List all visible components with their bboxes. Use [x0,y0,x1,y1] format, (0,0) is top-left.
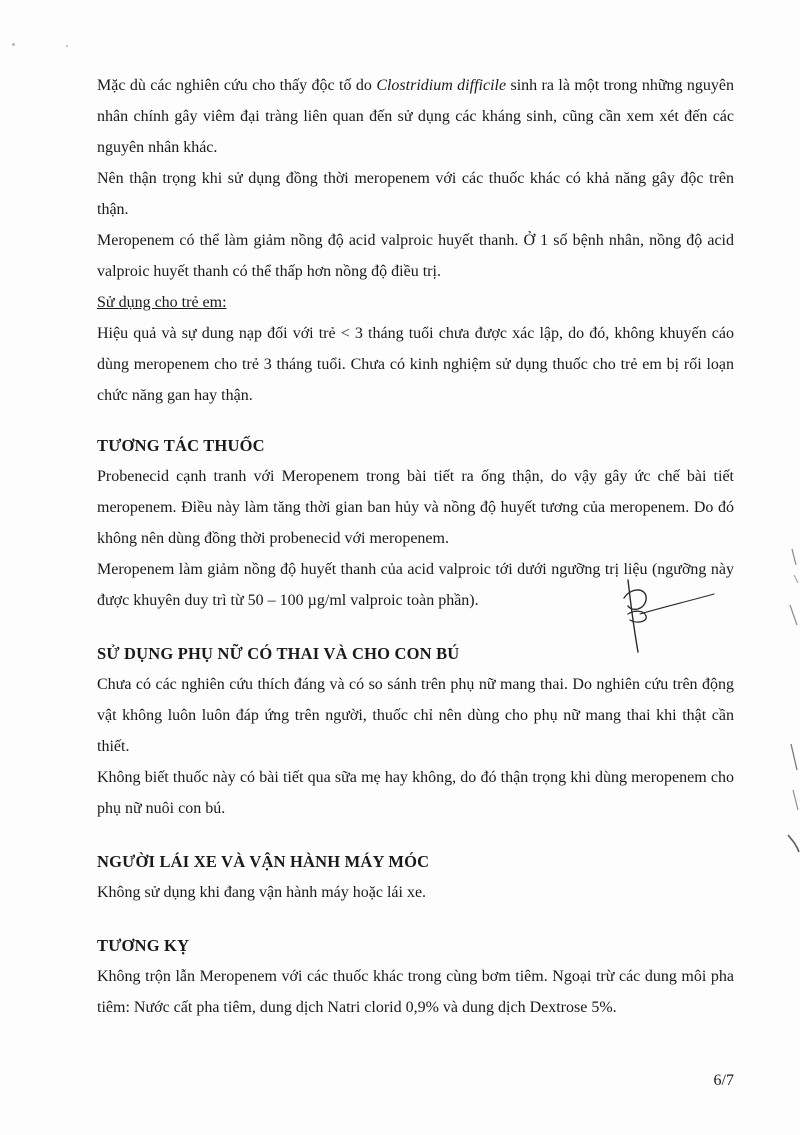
paragraph-incompatibilities: Không trộn lẫn Meropenem với các thuốc khác trong cùng bơm tiêm. Ngoại trừ các dung môi pha tiêm: Nước cất pha tiêm, dung dịch Natri clorid 0,9% và dung dịch Dextrose 5%. [97,968,734,1016]
paragraph-text: Mặc dù các nghiên cứu cho thấy độc tố do [97,77,377,94]
handwritten-signature [610,572,720,657]
paragraph-pregnancy: Chưa có các nghiên cứu thích đáng và có so sánh trên phụ nữ mang thai. Do nghiên cứu trên động vật không luôn luôn đáp ứng trên người, thuốc chỉ nên dùng cho phụ nữ mang thai khi thật cần thiết. [97,676,734,755]
paragraph-lactation: Không biết thuốc này có bài tiết qua sữa mẹ hay không, do đó thận trọng khi dùng meropenem cho phụ nữ nuôi con bú. [97,769,734,817]
scan-speck [66,45,68,47]
heading-driving-machinery: NGƯỜI LÁI XE VÀ VẬN HÀNH MÁY MÓC [97,852,430,871]
subheading-pediatric: Sử dụng cho trẻ em: [97,294,227,311]
heading-incompatibilities: TƯƠNG KỴ [97,936,190,955]
heading-pregnancy-lactation: SỬ DỤNG PHỤ NỮ CÓ THAI VÀ CHO CON BÚ [97,644,460,663]
paragraph-probenecid: Probenecid cạnh tranh với Meropenem trong bài tiết ra ống thận, do vậy gây ức chế bài tiết meropenem. Điều này làm tăng thời gian ban hủy và nồng độ huyết tương của meropenem. Do đó không nên dùng đồng thời probenecid với meropenem. [97,468,734,547]
paragraph-driving: Không sử dụng khi đang vận hành máy hoặc lái xe. [97,884,427,901]
paragraph-valproic: Meropenem có thể làm giảm nồng độ acid valproic huyết thanh. Ở 1 số bệnh nhân, nồng độ acid valproic huyết thanh có thể thấp hơn nồng độ điều trị. [97,232,734,280]
paragraph-renal-caution: Nên thận trọng khi sử dụng đồng thời meropenem với các thuốc khác có khả năng gây độc trên thận. [97,170,734,218]
page-number: 6/7 [713,1072,734,1089]
scan-speck [12,43,15,46]
paragraph-valproic-interaction: Meropenem làm giảm nồng độ huyết thanh của acid valproic tới dưới ngưỡng trị liệu (ngưỡng này được khuyên duy trì từ 50 – 100 µg/ml valproic toàn phần). [97,561,734,609]
document-body [97,70,734,1023]
scan-edge-mark [782,740,800,860]
scan-edge-mark [782,545,800,635]
paragraph-pediatric: Hiệu quả và sự dung nạp đối với trẻ < 3 tháng tuổi chưa được xác lập, do đó, không khuyến cáo dùng meropenem cho trẻ 3 tháng tuổi. Chưa có kinh nghiệm sử dụng thuốc cho trẻ em bị rối loạn chức năng gan hay thận. [97,325,734,404]
organism-name: Clostridium difficile [376,77,507,94]
heading-drug-interactions: TƯƠNG TÁC THUỐC [97,436,265,455]
paragraph-text: sinh ra là một trong những nguyên nhân chính gây viêm đại tràng liên quan đến sử dụng các kháng sinh, cũng cần xem xét đến các nguyên nhân khác. [97,77,734,156]
paragraph-clostridium [97,70,734,163]
